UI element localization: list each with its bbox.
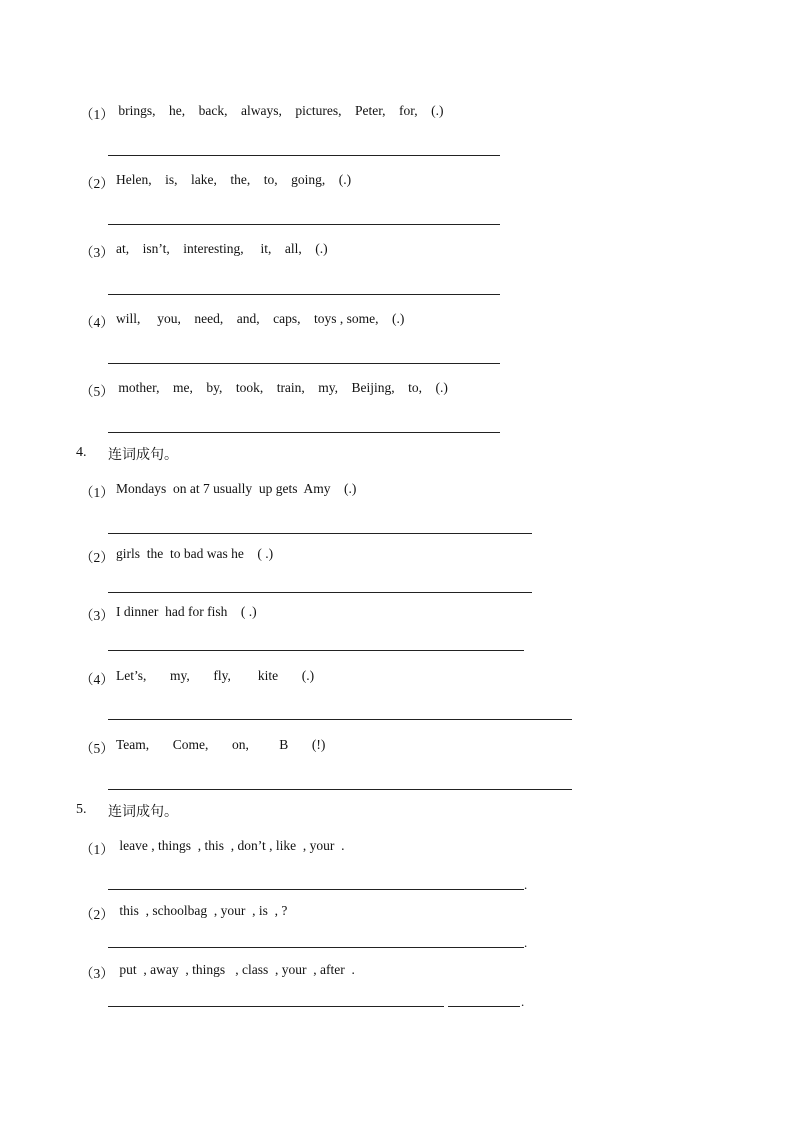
- end-period: .: [524, 877, 528, 892]
- item-number: （2）: [80, 176, 114, 191]
- item-number: （2）: [80, 550, 114, 565]
- answer-line[interactable]: [108, 650, 524, 651]
- word-list: at, isn’t, interesting, it, all, (.): [116, 241, 328, 256]
- end-period: .: [524, 935, 528, 950]
- answer-line[interactable]: [108, 533, 532, 534]
- word-list: Helen, is, lake, the, to, going, (.): [116, 172, 352, 187]
- item-number: （3）: [80, 608, 114, 623]
- item-number: （1）: [80, 485, 114, 500]
- section-title: 连词成句。: [108, 804, 178, 820]
- answer-line[interactable]: [108, 592, 532, 593]
- word-list: put , away , things , class , your , after .: [116, 962, 355, 977]
- word-list: mother, me, by, took, train, my, Beijing, to, (.): [115, 380, 448, 395]
- item-number: （1）: [80, 842, 114, 857]
- item-number: （3）: [80, 966, 114, 981]
- item-number: （5）: [80, 741, 114, 756]
- word-list: Team, Come, on, B (!): [116, 737, 326, 752]
- answer-line[interactable]: [108, 889, 524, 890]
- word-list: I dinner had for fish ( .): [116, 604, 257, 619]
- word-list: leave , things , this , don’t , like , your .: [116, 838, 345, 853]
- item-number: （5）: [80, 384, 114, 399]
- answer-line[interactable]: [108, 155, 500, 156]
- item-number: （4）: [80, 315, 114, 330]
- word-list: brings, he, back, always, pictures, Peter, for, (.): [115, 103, 444, 118]
- section-number: 4.: [76, 445, 87, 460]
- word-list: Let’s, my, fly, kite (.): [116, 668, 315, 683]
- answer-line[interactable]: [108, 224, 500, 225]
- word-list: this , schoolbag , your , is , ?: [116, 903, 288, 918]
- section-title: 连词成句。: [108, 447, 178, 463]
- word-list: Mondays on at 7 usually up gets Amy (.): [116, 481, 357, 496]
- word-list: will, you, need, and, caps, toys , some, (.): [116, 311, 405, 326]
- answer-line[interactable]: [108, 719, 572, 720]
- item-number: （4）: [80, 672, 114, 687]
- answer-line[interactable]: [108, 363, 500, 364]
- answer-line[interactable]: [108, 947, 524, 948]
- word-list: girls the to bad was he ( .): [116, 546, 274, 561]
- answer-line[interactable]: [108, 789, 572, 790]
- item-number: （2）: [80, 907, 114, 922]
- item-number: （3）: [80, 245, 114, 260]
- section-number: 5.: [76, 802, 87, 817]
- answer-line[interactable]: [108, 1006, 444, 1007]
- item-number: （1）: [80, 107, 114, 122]
- answer-line-end[interactable]: [448, 1006, 520, 1007]
- answer-line[interactable]: [108, 432, 500, 433]
- end-period: .: [521, 994, 525, 1009]
- answer-line[interactable]: [108, 294, 500, 295]
